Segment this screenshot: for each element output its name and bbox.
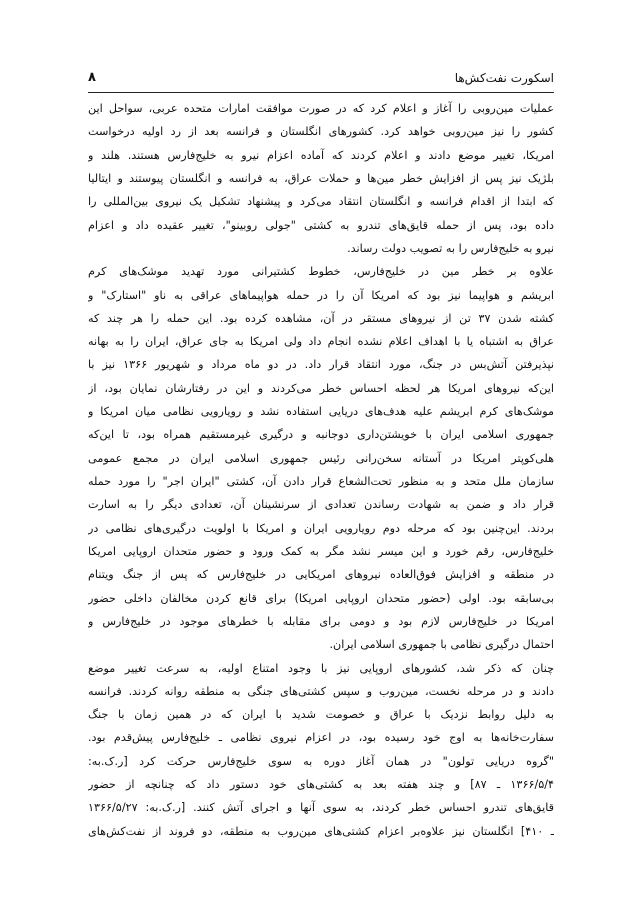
text-line: در منطقه و افزایش فوق‌العاده نیروهای امریکایی در خلیج‌فارس که پس از جنگ ویتنام [88, 568, 554, 582]
text-line: قایق‌های تندرو احساس خطر کردند، به سوی آنها و اجرای آتش کنند. [ر.ک.به: ۱۳۶۶/۵/۲۷ [88, 801, 554, 815]
text-line: که ابتدا از اقدام فرانسه و انگلستان انتقاد می‌کرد و پیشنهاد تشکیل یک نیروی بین‌المللی را [88, 195, 554, 209]
text-line: عراق به اشتباه یا با اهداف اعلام نشده انجام داد ولی امریکا به جای عراق، ایران را به بهانه [88, 335, 554, 349]
text-line: نیرو به خلیج‌فارس را به تصویب دولت رساند. [347, 241, 554, 255]
text-line: سازمان ملل متحد و به منظور تحت‌الشعاع قرار دادن آن، کشتی "ایران اجر" را مورد حمله [88, 475, 554, 488]
text-line: احتمال درگیری نظامی با جمهوری اسلامی ایران. [329, 638, 554, 652]
text-line: کشور را نیز مین‌روبی خواهد کرد. کشورهای انگلستان و فرانسه بعد از رد اولیه درخواست [88, 125, 554, 139]
text-line: بردند. این‌چنین بود که مرحله دوم رویارویی ایران و امریکا با اولویت درگیری‌های نظامی در [88, 521, 554, 535]
text-line: جمهوری اسلامی ایران با خویشتن‌داری دوجانبه و درگیری غیرمستقیم همراه بود، تا این‌که [88, 428, 554, 442]
text-line: امریکا، تغییر موضع دادند و اعلام کردند که آماده اعزام نیرو به خلیج‌فارس هستند. هلند و [88, 148, 554, 162]
text-line: "گروه دریایی تولون" در همان آغاز دوره به سوی خلیج‌فارس حرکت کرد [ر.ک.به: [88, 754, 554, 768]
text-line: این‌که نیروهای امریکا هر لحظه احساس خطر می‌کردند و این در رفتارشان نمایان بود، از [88, 381, 554, 395]
text-line: بی‌سابقه بود. اولی (حضور متحدان اروپایی امریکا) برای قانع کردن مخالفان داخلی حضور [88, 591, 554, 605]
header-divider [88, 92, 554, 93]
text-line: ـ ۴۱۰] انگلستان نیز علاوه‌بر اعزام کشتی‌های مین‌روب به منطقه، دو فروند از نفت‌کش‌های [88, 824, 554, 838]
text-line: سفارت‌خانه‌ها به اوج خود رسیده بود، در اعزام نیروی نظامی ـ خلیج‌فارس پیش‌قدم بود. [88, 731, 554, 745]
text-line: ابریشم و هواپیما نیز بود که امریکا آن را در حمله هواپیماهای عراقی به ناو "استارک" و [88, 288, 554, 302]
text-line: موشک‌های کرم ابریشم علیه هدف‌های دریایی استفاده نشد و رویارویی نظامی میان امریکا و [88, 405, 554, 419]
text-line: هلی‌کوپتر امریکا در آستانه سخن‌رانی رئیس جمهوری اسلامی ایران در مجمع عمومی [88, 451, 554, 465]
running-title: اسکورت نفت‌کش‌ها [454, 71, 554, 85]
text-line: علاوه بر خطر مین در خلیج‌فارس، خطوط کشتیرانی مورد تهدید موشک‌های کرم [88, 265, 554, 279]
text-line: کشته شدن ۳۷ تن از نیروهای مستقر در آن، مشاهده کرده بود. این حمله را هر چند که [88, 311, 554, 325]
body-text [88, 97, 554, 843]
text-line: بلژیک نیز پس از افزایش خطر مین‌ها و حملات عراق، به فرانسه و انگلستان پیوستند و ایتالیا [88, 171, 554, 185]
page-header [88, 68, 554, 90]
text-line: قرار داد و ضمن به شهادت رساندن تعدادی از سرنشینان آن، تعدادی دیگر را به اسارت [88, 498, 554, 512]
text-line: به دلیل روابط نزدیک با عراق و خصومت شدید با ایران که در همین زمان با جنگ [88, 708, 554, 722]
text-line: عملیات مین‌روبی را آغاز و اعلام کرد که در صورت موافقت امارات متحده عربی، سواحل این [88, 102, 554, 115]
text-line: ۱۳۶۶/۵/۴ ـ ۸۷] و چند هفته بعد به کشتی‌های خود دستور داد که چنانچه از حضور [88, 778, 554, 792]
text-line: امریکا در خلیج‌فارس لازم بود و دومی برای مقابله با خطرهای موجود در خلیج‌فارس و [88, 614, 554, 628]
text-line: دادند و در مرحله نخست، مین‌روب و سپس کشتی‌های جنگی به منطقه روانه کردند. فرانسه [88, 684, 554, 698]
text-line: چنان که ذکر شد، کشورهای اروپایی نیز با وجود امتناع اولیه، به سرعت تغییر موضع [88, 661, 554, 675]
text-line: خلیج‌فارس، رقم خورد و این میسر نشد مگر به کمک ورود و حضور متحدان اروپایی امریکا [88, 544, 554, 558]
page-number: ۸ [88, 70, 96, 85]
text-line: نپذیرفتن آتش‌بس در جنگ، مورد انتقاد قرار داد. در دو ماه مرداد و شهریور ۱۳۶۶ نیز با [88, 358, 554, 372]
text-line: داده بود، پس از حمله قایق‌های تندرو به کشتی "جولی روبینو"، تغییر عقیده داد و اعزام [88, 218, 554, 232]
